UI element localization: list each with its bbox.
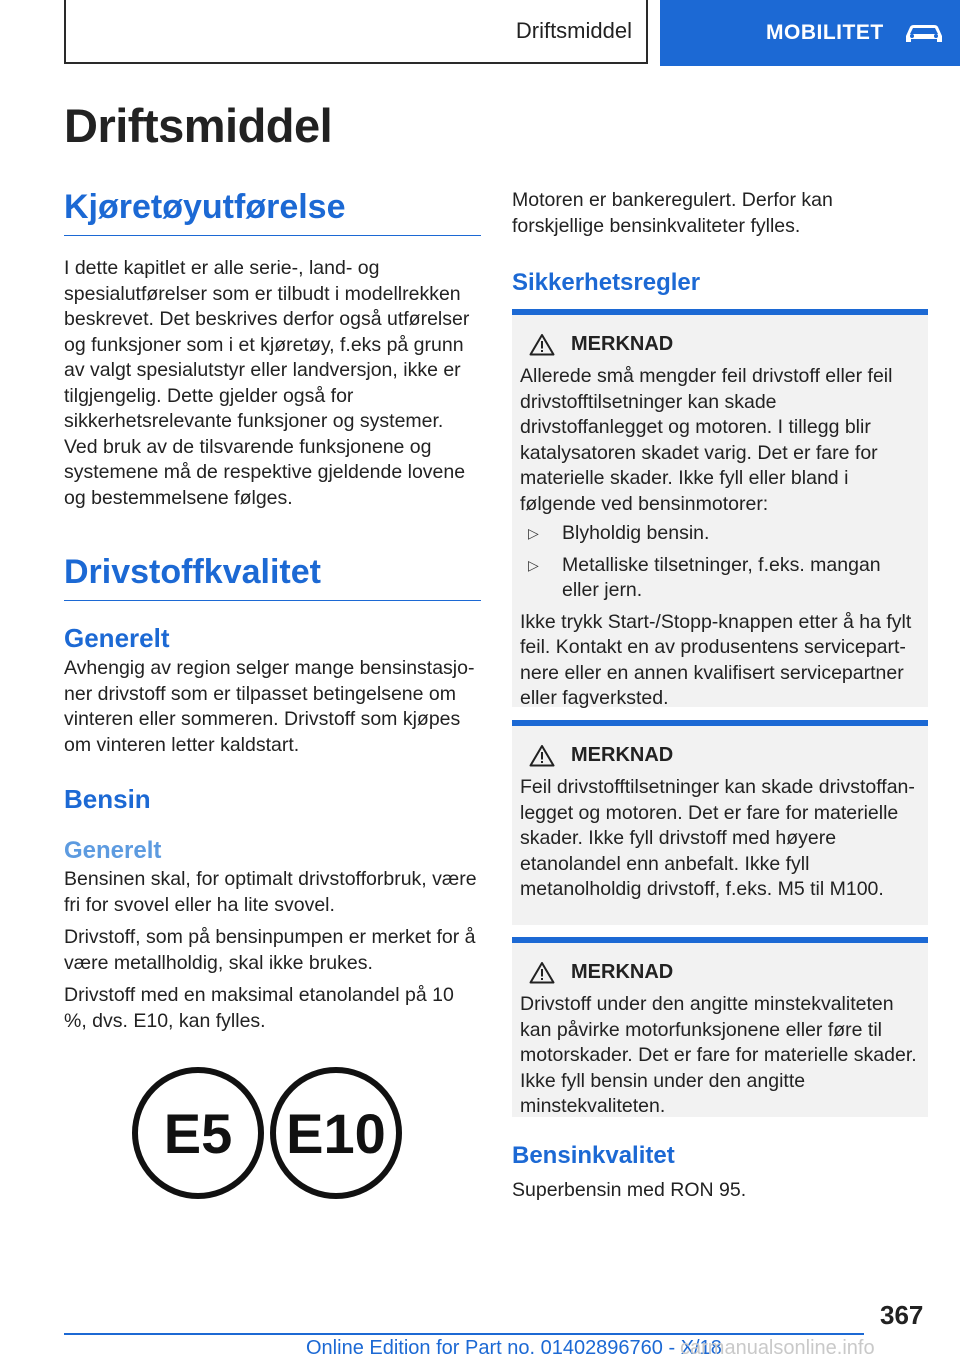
bensinkvalitet-section — [512, 1142, 928, 1204]
warning-list — [520, 521, 920, 604]
page-title: Driftsmiddel — [64, 99, 333, 152]
footer-watermark: carmanualsonline.info — [680, 1337, 875, 1359]
heading-kjoretoyutforelse: Kjøretøyutførelse — [64, 188, 481, 236]
warning-icon — [529, 744, 555, 767]
paragraph-bensinkvalitet: Superbensin med RON 95. — [512, 1179, 747, 1201]
list-item: ▷ Blyholdig bensin. — [520, 521, 920, 547]
e10-label-text: E10 — [286, 1102, 386, 1165]
heading-generelt-bensin: Generelt — [64, 837, 162, 864]
warning-box-3 — [512, 937, 928, 1117]
heading-bensin: Bensin — [64, 784, 151, 814]
section-title: Driftsmiddel — [515, 18, 632, 43]
car-icon — [902, 22, 946, 44]
paragraph-bensin-2: Drivstoff, som på bensinpumpen er merket for å være metallholdig, skal ikke brukes. — [64, 926, 476, 974]
heading-drivstoffkvalitet: Drivstoffkvalitet — [64, 553, 481, 601]
paragraph-bensin-1: Bensinen skal, for optimalt drivstofforbruk, være fri for svovel eller ha lite svovel. — [64, 868, 477, 916]
paragraph-generelt: Avhengig av region selger mange bensinstasjoner drivstoff som er tilpasset betingelsene om vinteren eller sommeren. Drivstoff som kjøpes om vinteren letter kaldstart. — [64, 657, 475, 756]
left-column — [64, 188, 481, 1034]
warning-title: MERKNAD — [571, 333, 674, 355]
warning-box-1 — [512, 309, 928, 707]
list-item: ▷ Metalliske tilsetninger, f.eks. mangan eller jern. — [520, 553, 920, 604]
warning-text: Allerede små mengder feil drivstoff eller feil drivstofftilsetninger kan skade drivstoffanlegget og motoren. I tillegg blir katalysatoren skadet varig. Det er fare for materielle skader. Ikke fyll eller bland i følgende ved bensinmotorer: — [520, 365, 893, 515]
warning-text: Feil drivstofftilsetninger kan skade drivstoffanlegget og motoren. Det er fare for materielle skader. Ikke fyll drivstoff med høyere etanolandel enn anbefalt. Ikke fyll metanolholdig drivstoff, f.eks. M5 til M100. — [520, 776, 915, 900]
footer-edition: Online Edition for Part no. 01402896760 - X/18 — [306, 1337, 722, 1359]
chapter-title: MOBILITET — [766, 21, 884, 44]
footer-divider — [64, 1333, 864, 1335]
warning-text: Drivstoff under den angitte minstekvaliteten kan påvirke motorfunksjonene eller føre til motorskader. Det er fare for materielle skader. Ikke fyll bensin under den angitte minstekvaliteten. — [520, 993, 917, 1117]
warning-title: MERKNAD — [571, 961, 674, 983]
bullet-triangle-icon: ▷ — [528, 556, 539, 573]
right-column — [512, 188, 928, 297]
paragraph-kjoretoyutforelse: I dette kapitlet er alle serie-, land- og spesialutførelser som er tilbudt i modellrekken beskrevet. Det beskrives derfor også utførelser og funksjoner som i et kjøretøy, f.eks på grunn av valgt spesialutstyr eller landversjon, ikke er tilgjengelig. Dette gjelder også for sikkerhetsrelevante funksjoner og systemer. Ved bruk av de tilsvarende funksjonene og systemene må de respektive gjeldende lovene og bestemmelsene følges. — [64, 257, 470, 509]
section-header — [64, 0, 648, 64]
chapter-tab[interactable] — [660, 0, 960, 66]
warning-title: MERKNAD — [571, 744, 674, 766]
warning-icon — [529, 333, 555, 356]
warning-icon — [529, 961, 555, 984]
bullet-triangle-icon: ▷ — [528, 525, 539, 541]
paragraph-bensin-3: Drivstoff med en maksimal etanolandel på 10 %, dvs. E10, kan fylles. — [64, 984, 454, 1032]
paragraph-intro: Motoren er bankeregulert. Derfor kan forskjellige bensinkvaliteter fylles. — [512, 189, 833, 237]
warning-text-after: Ikke trykk Start-/Stopp-knappen etter å ha fylt feil. Kontakt en av produsentens servicepartnere eller en annen kvalifisert servicepartner eller fagverksted. — [520, 610, 912, 709]
page-number: 367 — [880, 1300, 924, 1330]
heading-bensinkvalitet: Bensinkvalitet — [512, 1142, 675, 1169]
e5-label-text: E5 — [163, 1102, 233, 1165]
fuel-label-figure — [130, 1063, 410, 1203]
heading-sikkerhetsregler: Sikkerhetsregler — [512, 269, 701, 296]
heading-generelt: Generelt — [64, 623, 170, 653]
warning-box-2 — [512, 720, 928, 925]
